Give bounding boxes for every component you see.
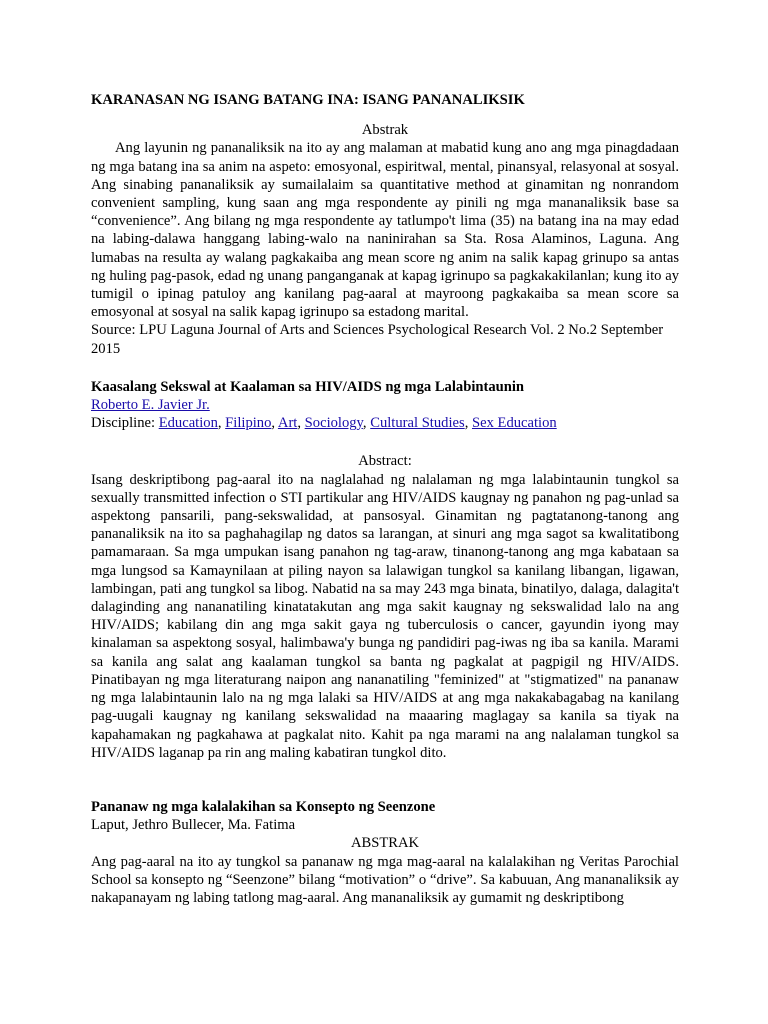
doc1-abstract-body: Ang layunin ng pananaliksik na ito ay ang malaman at mabatid kung ano ang mga pinagdadaan ng mga batang ina sa anim na aspeto: emosyonal, espiritwal, mental, pinansyal, relasyonal at sosyal. Ang sinabing pananaliksik ay sumailalaim sa quantitative method at ginamitan ng nonrandom convenient sampling, kung saan ang mga respondente ay pinili ng mga mananaliksik base sa “convenience”. Ang bilang ng mga respondente ay tatlumpo't lima (35) na batang ina na may edad na labing-dalawa hanggang labing-walo na naninirahan sa Sta. Rosa Alaminos, Laguna. Ang lumabas na resulta ay walang pagkakaiba ang mean score ng anim na salik kapag grinupo sa antas ng huling pag-pasok, edad ng unang panganganak at kapag igrinupo sa pagkakakilanlan; kung ito ay tumigil o ipinag patuloy ang kanilang pag-aaral at mayroong pagkakaiba sa mean score sa emosyonal at sosyal na salik kapag igrinupo sa estadong marital.: [91, 140, 679, 321]
discipline-link-art[interactable]: Art: [277, 415, 298, 432]
doc2-author-line: [91, 396, 679, 414]
doc2-abstract-heading: Abstract:: [358, 453, 412, 470]
doc1-source: Source: LPU Laguna Journal of Arts and Sciences Psychological Research Vol. 2 No.2 September 2015: [91, 322, 664, 357]
discipline-link-cultural-studies[interactable]: Cultural Studies: [370, 415, 465, 432]
discipline-separator: ,: [297, 415, 305, 432]
doc3-abstract-heading: ABSTRAK: [350, 835, 420, 852]
doc2-title: Kaasalang Sekswal at Kaalaman sa HIV/AIDS ng mga Lalabintaunin: [91, 378, 525, 395]
discipline-separator: ,: [271, 415, 278, 432]
discipline-separator: ,: [464, 415, 472, 432]
discipline-link-sociology[interactable]: Sociology: [304, 415, 363, 432]
discipline-link-filipino[interactable]: Filipino: [225, 415, 272, 432]
doc2-discipline-line: [91, 414, 679, 432]
doc2-abstract-body: Isang deskriptibong pag-aaral ito na naglalahad ng nalalaman ng mga lalabintaunin tungkol sa sexually transmitted infection o STI partikular ang HIV/AIDS kaugnay ng panahon ng pag-unlad sa aspektong pansarili, pang-sekswalidad, at pansosyal. Ginamitan ng pagtatanong-tanong ang pananaliksik na ito sa paghahagilap ng datos sa larangan, at sinuri ang mga sagot sa kwalitatibong pamamaraan. Sa mga umpukan isang panahon ng tag-araw, tinanong-tanong ang mga kabataan sa mga lungsod sa Kamaynilaan at piling nayon sa lalawigan tungkol sa kanilang libangan, ligawan, lambingan, pati ang tungkol sa libog. Nabatid na sa may 243 mga binata, binatilyo, dalaga, dalagita't dalaginding ang nananatiling kinatatakutan ang mga sakit kaugnay ng sekswalidad lalo na ang HIV/AIDS; kabilang din ang mga sakit gaya ng tuberculosis o cancer, gayundin iyong may kinalaman sa aspektong sosyal, halimbawa'y bunga ng pandidiri pag-iwas ng iba sa kanila. Marami sa kanila ang salat ang kaalaman tungkol sa banta ng pagkalat at pagpigil ng HIV/AIDS. Pinatibayan ng mga literaturang naipon ang nananatiling "feminized" at "stigmatized" na pananaw ng mga lalabintaunin lalo na ng mga lalaki sa HIV/AIDS at ang mga nakakabagabag na kanilang pag-uugali kaugnay ng kanilang sekswalidad na maaaring maglagay sa kanila sa tiyak na kapahamakan ng pagkahawa at pagkalat nito. Kahit pa nga marami na ang nalalaman tungkol sa HIV/AIDS laganap pa rin ang maling kabatiran tungkol dito.: [91, 471, 679, 761]
discipline-separator: ,: [217, 415, 226, 432]
discipline-link-education[interactable]: Education: [158, 415, 218, 432]
doc3-abstract-body: Ang pag-aaral na ito ay tungkol sa pananaw ng mga mag-aaral na kalalakihan ng Veritas Parochial School sa konsepto ng “Seenzone” bilang “motivation” o “drive”. Sa kabuuan, Ang mananaliksik ay nakapanayam ng labing tatlong mag-aaral. Ang mananaliksik ay gumamit ng deskriptibong: [91, 853, 679, 906]
doc1-title: KARANASAN NG ISANG BATANG INA: ISANG PANANALIKSIK: [91, 92, 525, 108]
doc2-author-link[interactable]: Roberto E. Javier Jr.: [91, 397, 210, 414]
doc3-title: Pananaw ng mga kalalakihan sa Konsepto ng Seenzone: [91, 798, 436, 815]
discipline-link-sex-education[interactable]: Sex Education: [471, 415, 557, 432]
discipline-label: Discipline:: [91, 415, 159, 432]
doc3-authors: Laput, Jethro Bullecer, Ma. Fatima: [91, 817, 296, 834]
document-content: [91, 91, 679, 907]
discipline-separator: ,: [362, 415, 371, 432]
doc1-abstract-heading: Abstrak: [361, 122, 409, 139]
